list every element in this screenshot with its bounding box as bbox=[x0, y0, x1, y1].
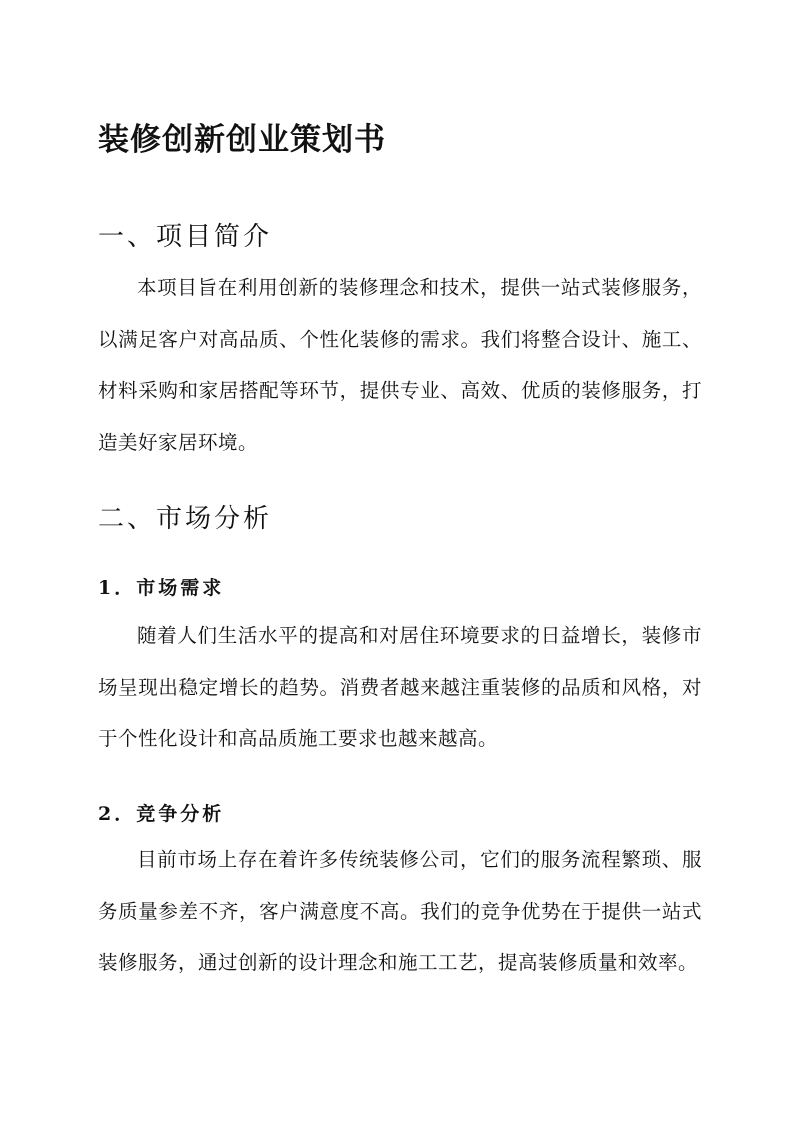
section-heading-market-analysis: 二、市场分析 bbox=[98, 503, 273, 534]
competition-analysis-paragraph: 目前市场上存在着许多传统装修公司，它们的服务流程繁琐、服务质量参差不齐，客户满意度不高。我们的竞争优势在于提供一站式装修服务，通过创新的设计理念和施工工艺，提高装修质量和效率。 bbox=[98, 848, 702, 974]
subheading-market-demand: 1．市场需求 bbox=[98, 577, 225, 599]
project-intro-paragraph: 本项目旨在利用创新的装修理念和技术，提供一站式装修服务，以满足客户对高品质、个性化装修的需求。我们将整合设计、施工、材料采购和家居搭配等环节，提供专业、高效、优质的装修服务，打造美好家居环境。 bbox=[98, 276, 702, 454]
subheading-competition-analysis: 2．竞争分析 bbox=[98, 803, 225, 825]
section-heading-project-intro: 一、项目简介 bbox=[98, 221, 273, 252]
market-demand-paragraph: 随着人们生活水平的提高和对居住环境要求的日益增长，装修市场呈现出稳定增长的趋势。消费者越来越注重装修的品质和风格，对于个性化设计和高品质施工要求也越来越高。 bbox=[98, 624, 702, 750]
document-title: 装修创新创业策划书 bbox=[98, 121, 386, 158]
